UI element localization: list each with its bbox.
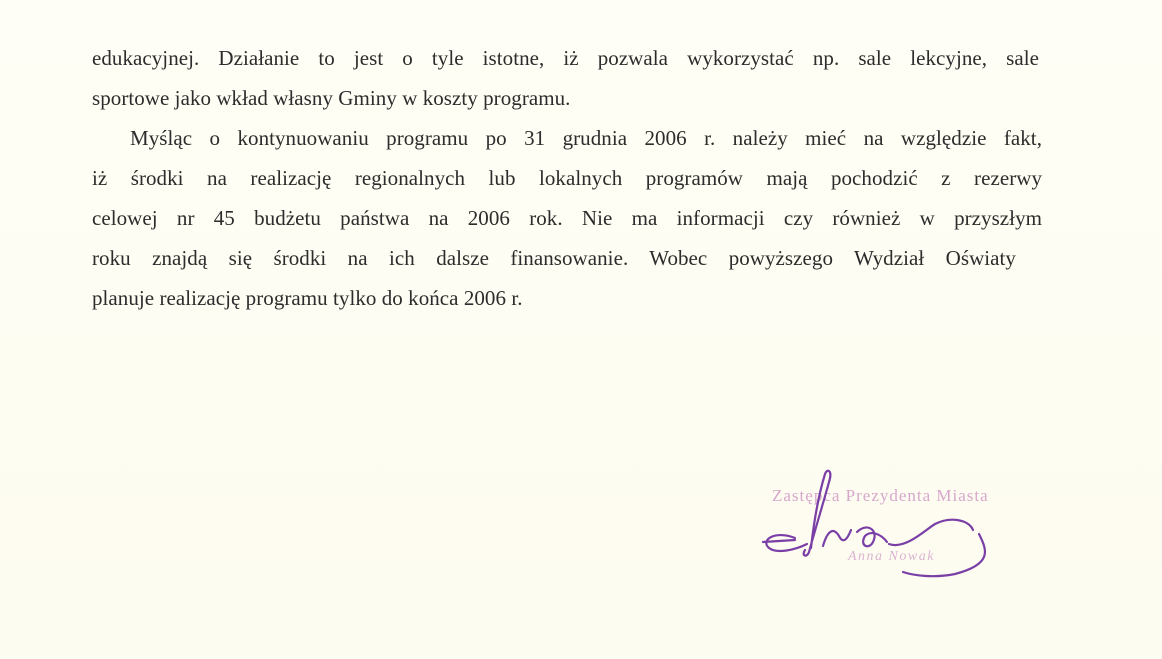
text-line-3: Myśląc o kontynuowaniu programu po 31 grudnia 2006 r. należy mieć na względzie fakt, bbox=[130, 126, 1042, 150]
stamp-title: Zastępca Prezydenta Miasta bbox=[772, 486, 989, 505]
text-line-1: edukacyjnej. Działanie to jest o tyle istotne, iż pozwala wykorzystać np. sale lekcyjne, sale bbox=[92, 46, 1039, 70]
signature-stroke-5 bbox=[889, 520, 973, 545]
text-line-7: planuje realizację programu tylko do końca 2006 r. bbox=[92, 286, 523, 310]
text-line-2: sportowe jako wkład własny Gminy w koszty programu. bbox=[92, 86, 571, 110]
signature-stroke-6 bbox=[903, 534, 985, 576]
signature-stroke-3 bbox=[823, 530, 851, 546]
text-line-4: iż środki na realizację regionalnych lub lokalnych programów mają pochodzić z rezerwy bbox=[92, 166, 1042, 190]
text-line-6: roku znajdą się środki na ich dalsze finansowanie. Wobec powyższego Wydział Oświaty bbox=[92, 246, 1016, 270]
document-body bbox=[92, 38, 1042, 318]
text-line-5: celowej nr 45 budżetu państwa na 2006 rok. Nie ma informacji czy również w przyszłym bbox=[92, 206, 1042, 230]
stamp-name: Anna Nowak bbox=[848, 549, 935, 564]
handwritten-signature bbox=[755, 460, 1015, 580]
signature-stroke-2 bbox=[804, 471, 831, 556]
signature-stroke-4 bbox=[857, 527, 887, 546]
signature-stroke-1 bbox=[766, 535, 807, 551]
